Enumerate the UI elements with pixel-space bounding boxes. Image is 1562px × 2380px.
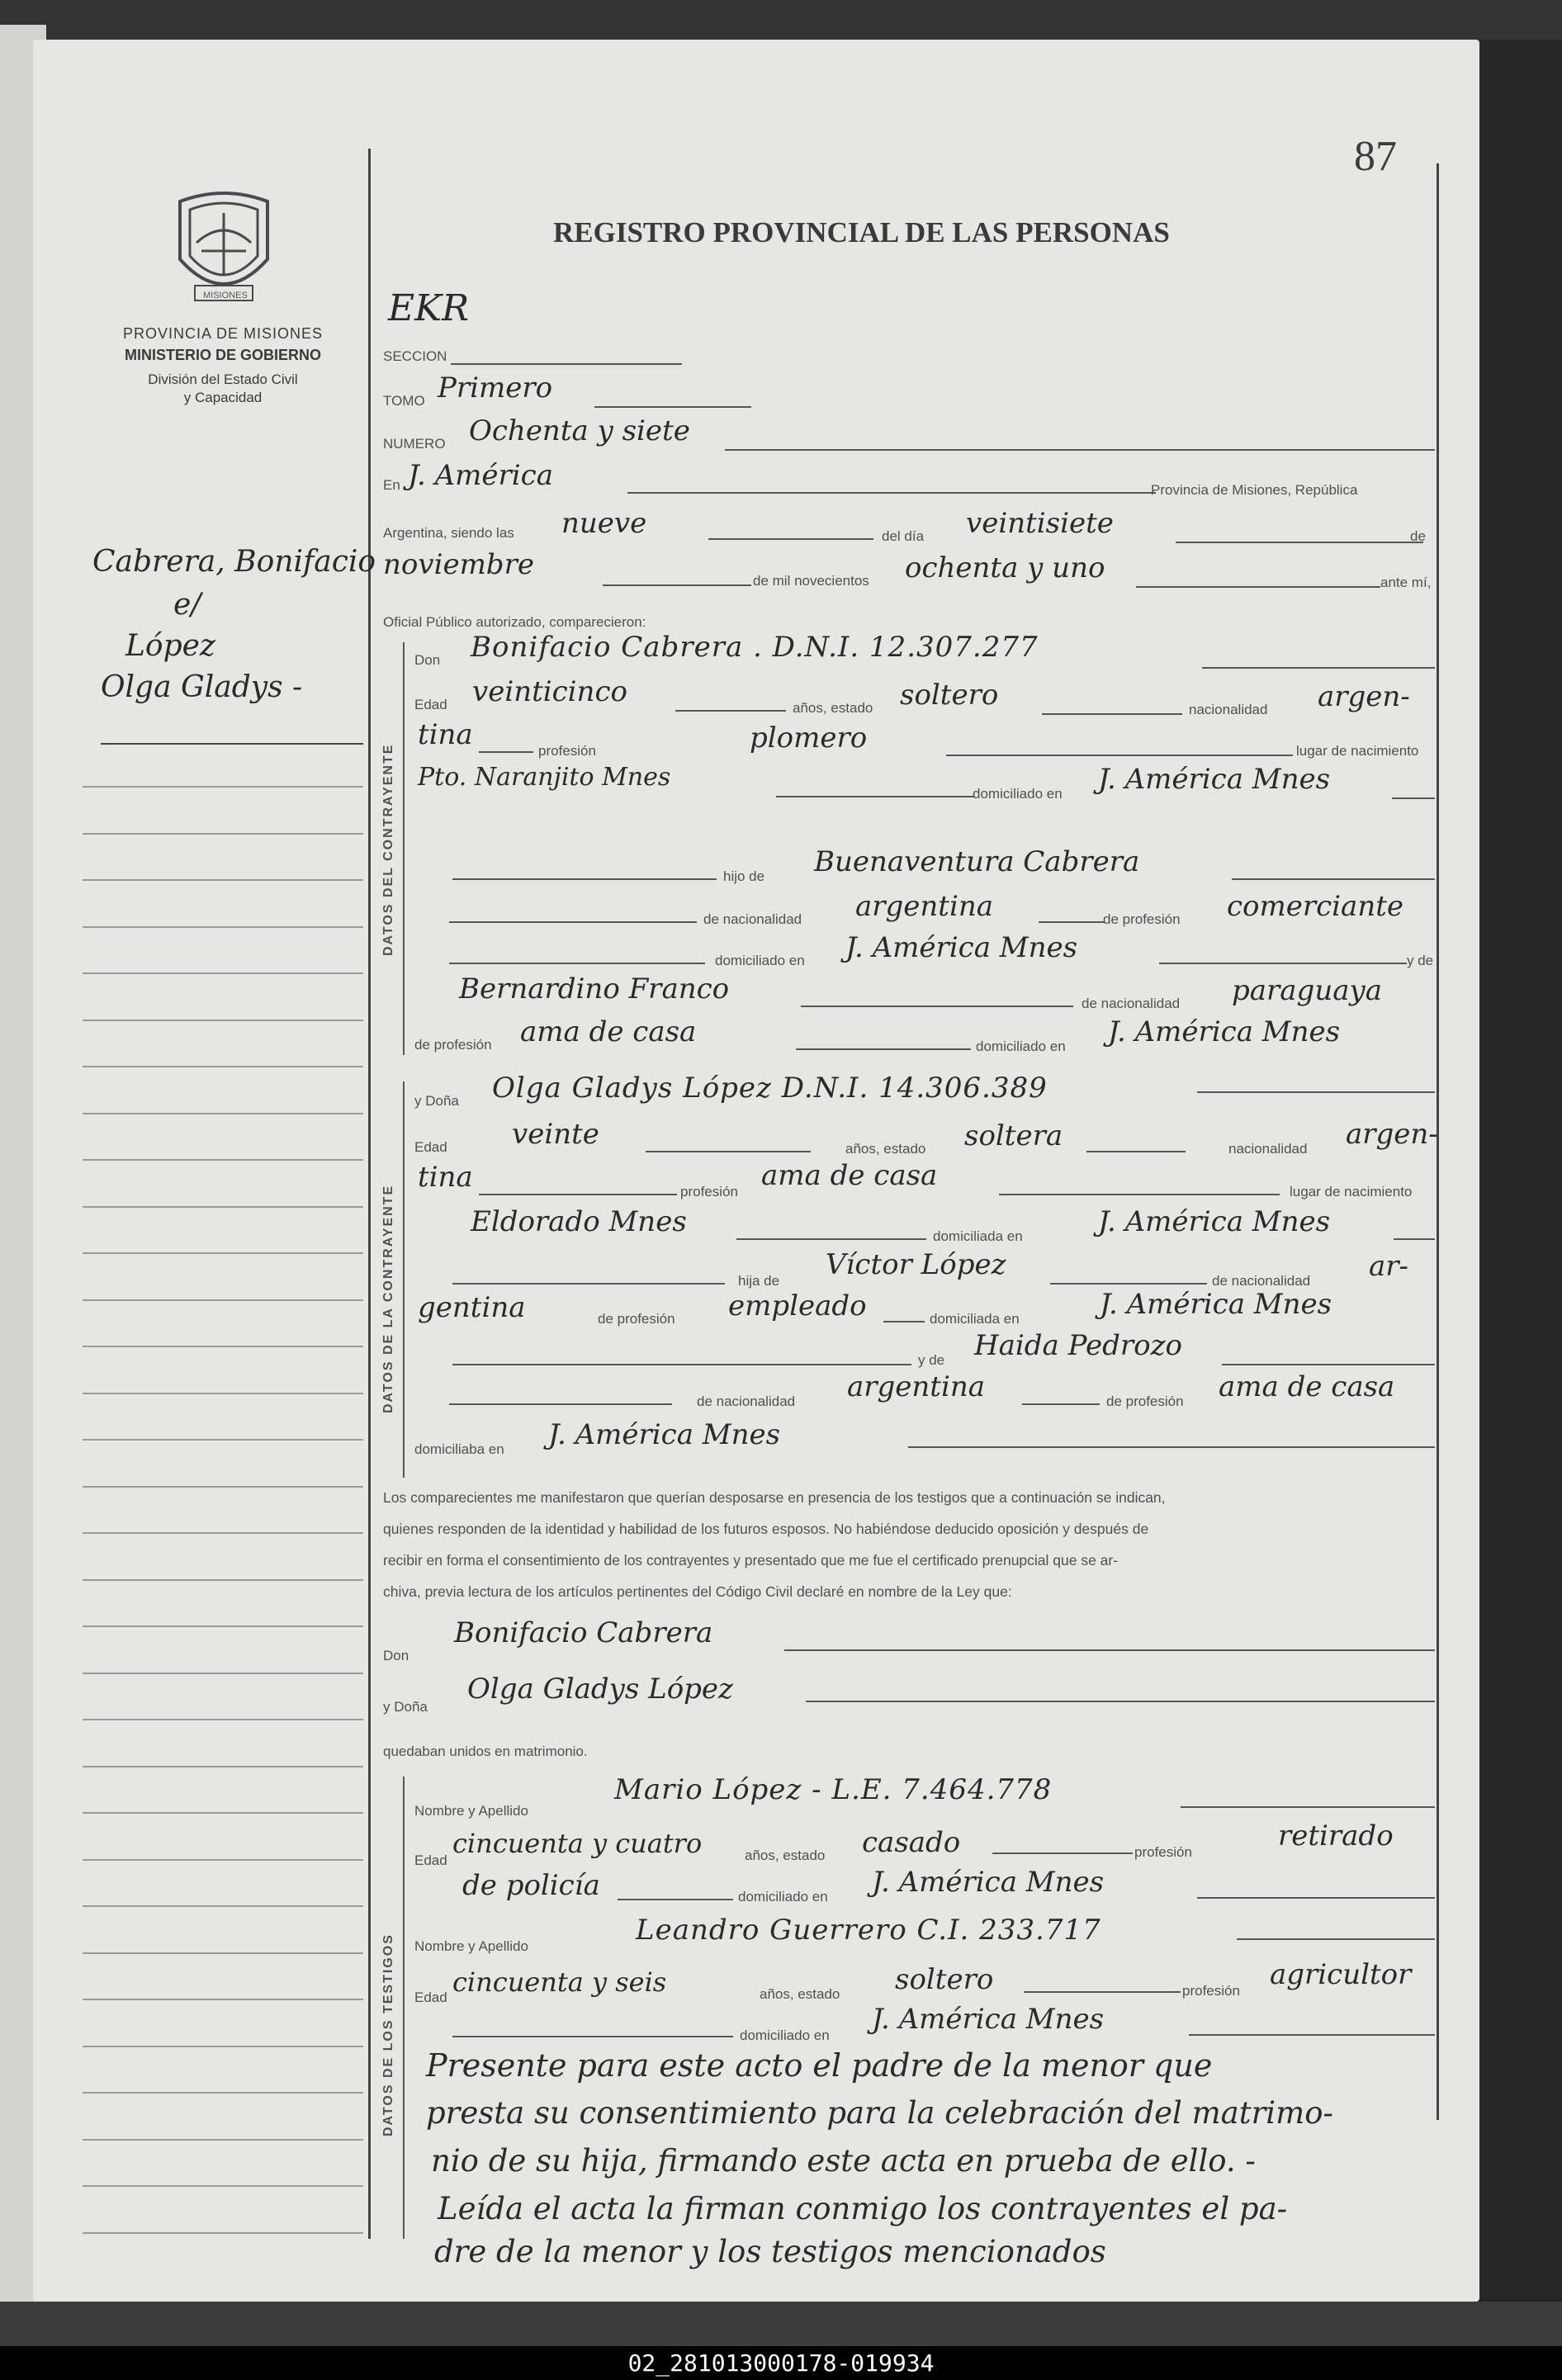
groom-mother-prof: ama de casa xyxy=(520,1015,697,1048)
y-de-label: y de xyxy=(1407,953,1434,968)
bride-father-prof-label: de profesión xyxy=(598,1311,675,1327)
groom-estado-line xyxy=(1042,713,1182,715)
w1-prof-b: de policía xyxy=(462,1869,600,1902)
margin-ruled-line xyxy=(83,2046,363,2047)
org-line2: MINISTERIO DE GOBIERNO xyxy=(124,347,322,363)
groom-dom-label: domiciliado en xyxy=(973,786,1063,802)
margin-ruled-line xyxy=(83,1486,363,1488)
bride-father-dom-label: domiciliada en xyxy=(930,1311,1020,1327)
w2-estado-line xyxy=(1024,1991,1181,1993)
bride-prof-line xyxy=(999,1194,1280,1195)
groom-profesion-label: profesión xyxy=(538,743,596,759)
w2-dom-label: domiciliado en xyxy=(740,2027,830,2043)
margin-ruled-line xyxy=(83,1532,363,1534)
bride-father-nac-b: gentina xyxy=(418,1291,526,1324)
province-text: Provincia de Misiones, República xyxy=(1151,482,1358,498)
groom-mother-dom: J. América Mnes xyxy=(1108,1015,1341,1048)
bride-estado: soltera xyxy=(964,1119,1063,1152)
bride-dom-label: domiciliada en xyxy=(933,1228,1023,1244)
groom-father-dom-line xyxy=(1159,963,1407,964)
hour-line xyxy=(708,538,873,540)
bride-father-prof-line xyxy=(883,1321,925,1322)
groom-nacionalidad-b: tina xyxy=(418,718,473,751)
groom-nac-line xyxy=(479,751,533,753)
bride-mother-nac-line xyxy=(1022,1403,1100,1405)
w1-prof-a: retirado xyxy=(1278,1819,1394,1852)
bride-nacionalidad-a: argen- xyxy=(1346,1118,1438,1151)
margin-ruled-line xyxy=(83,1299,363,1301)
declaration-line3: recibir en forma el consentimiento de los contrayentes y presentado que me fue el certificado prenupcial que se ar- xyxy=(383,1552,1119,1569)
w2-dom: J. América Mnes xyxy=(872,2003,1105,2036)
margin-ruled-line xyxy=(83,1579,363,1581)
groom-lugar: Pto. Naranjito Mnes xyxy=(418,763,671,792)
w1-dom-label: domiciliado en xyxy=(738,1889,828,1904)
margin-ruled-line xyxy=(83,926,363,928)
margin-note-line1: Cabrera, Bonifacio xyxy=(92,545,376,579)
decl-don-label: Don xyxy=(383,1648,409,1663)
month-line xyxy=(603,584,751,586)
declaration-line1: Los comparecientes me manifestaron que querían desposarse en presencia de los testigos que a continuación se indican, xyxy=(383,1489,1166,1506)
hija-label: hija de xyxy=(738,1273,780,1289)
margin-ruled-line xyxy=(83,1020,363,1021)
bride-profesion: ama de casa xyxy=(761,1159,938,1192)
w1-dom: J. América Mnes xyxy=(872,1866,1105,1899)
margin-ruled-line xyxy=(83,1859,363,1861)
de-label: de xyxy=(1410,528,1426,544)
bride-edad-label: Edad xyxy=(414,1139,447,1155)
del-dia-label: del día xyxy=(882,528,925,544)
margin-ruled-line xyxy=(83,1393,363,1394)
bride-estado-line xyxy=(1086,1151,1186,1152)
tomo-line xyxy=(594,406,751,408)
image-caption: 02_281013000178-019934 xyxy=(0,2346,1562,2380)
w1-estado-line xyxy=(992,1852,1133,1854)
dona-label: y Doña xyxy=(414,1093,459,1109)
groom-mother-nac: paraguaya xyxy=(1232,974,1382,1007)
notes-line3: nio de su hija, firmando este acta en prueba de ello. - xyxy=(431,2143,1256,2179)
groom-father-dom: J. América Mnes xyxy=(845,931,1078,964)
numero-line xyxy=(725,449,1435,451)
month-value: noviembre xyxy=(383,548,534,581)
margin-ruled-line xyxy=(83,1113,363,1114)
groom-name: Bonifacio Cabrera . D.N.I. 12.307.277 xyxy=(471,631,1039,664)
bride-name-line xyxy=(1197,1091,1435,1093)
day-line xyxy=(1176,542,1423,543)
decl-groom-line xyxy=(784,1649,1435,1651)
bride-name: Olga Gladys López D.N.I. 14.306.389 xyxy=(492,1072,1048,1105)
groom-age-line xyxy=(675,710,786,712)
don-label: Don xyxy=(414,652,441,668)
bride-mother-nac: argentina xyxy=(847,1370,986,1403)
hijo-pre-line xyxy=(452,878,717,880)
bride-mother-nac-pre xyxy=(449,1403,672,1405)
oficial-text: Oficial Público autorizado, comparecieron: xyxy=(383,614,646,630)
margin-ruled-line xyxy=(83,2185,363,2187)
en-label: En xyxy=(383,477,400,493)
bride-father-nac-a: ar- xyxy=(1369,1250,1409,1283)
w1-profesion-label: profesión xyxy=(1134,1844,1192,1860)
year-line xyxy=(1136,586,1380,588)
seccion-line xyxy=(451,363,682,365)
contrayenta-section-label: DATOS DE LA CONTRAYENTE xyxy=(381,1184,395,1413)
bride-father-dom: J. América Mnes xyxy=(1100,1288,1332,1321)
groom-father-nac-line xyxy=(1039,921,1105,923)
groom-father-prof: comerciante xyxy=(1227,890,1403,923)
w2-name-line xyxy=(1237,1938,1435,1940)
groom-father-line xyxy=(1232,878,1435,880)
w1-age: cincuenta y cuatro xyxy=(452,1828,703,1859)
groom-mother-prof-line xyxy=(796,1048,971,1050)
groom-age: veinticinco xyxy=(472,675,627,708)
w1-anos-estado: años, estado xyxy=(745,1848,826,1863)
margin-ruled-line xyxy=(83,1066,363,1067)
notes-line2: presta su consentimiento para la celebración del matrimo- xyxy=(426,2095,1333,2131)
w1-dom-line xyxy=(1197,1897,1435,1899)
groom-father-dom-pre xyxy=(449,963,705,964)
bride-lugar-line xyxy=(736,1238,926,1240)
hijo-label: hijo de xyxy=(723,868,765,884)
groom-lugar-label: lugar de nacimiento xyxy=(1296,743,1419,759)
bride-mother-dom: J. América Mnes xyxy=(548,1418,781,1451)
margin-ruled-line xyxy=(83,2092,363,2094)
w2-anos-estado: años, estado xyxy=(760,1986,840,2002)
w1-name: Mario López - L.E. 7.464.778 xyxy=(614,1773,1053,1806)
notes-line5: dre de la menor y los testigos mencionados xyxy=(434,2234,1106,2269)
bride-nacionalidad-b: tina xyxy=(418,1161,473,1194)
decl-bride-line xyxy=(806,1701,1435,1702)
bride-mother-dom-line xyxy=(908,1446,1435,1448)
bride-lugar: Eldorado Mnes xyxy=(471,1205,687,1238)
tomo-label: TOMO xyxy=(383,393,425,409)
margin-ruled-line xyxy=(83,1206,363,1208)
w2-age: cincuenta y seis xyxy=(452,1966,667,1998)
groom-anos-estado: años, estado xyxy=(793,700,873,716)
bride-mother-prof: ama de casa xyxy=(1219,1370,1395,1403)
groom-father-prof-label: de profesión xyxy=(1103,911,1181,927)
hour-value: nueve xyxy=(561,507,647,540)
day-value: veintisiete xyxy=(966,507,1114,540)
contrayente-section-label: DATOS DEL CONTRAYENTE xyxy=(381,743,395,956)
margin-ruled-line xyxy=(83,1439,363,1441)
contrayente-bracket xyxy=(403,642,405,1055)
groom-father-nac-label: de nacionalidad xyxy=(703,911,802,927)
ante-mi-label: ante mí, xyxy=(1380,575,1432,590)
bride-nac-line xyxy=(479,1194,677,1195)
bride-domicilio: J. América Mnes xyxy=(1098,1205,1331,1238)
w2-profesion-label: profesión xyxy=(1182,1983,1240,1999)
margin-ruled-line xyxy=(83,879,363,881)
scan-top-edge xyxy=(0,0,1562,40)
bride-mother: Haida Pedrozo xyxy=(974,1329,1182,1362)
w2-estado: soltero xyxy=(895,1963,994,1996)
w1-edad-label: Edad xyxy=(414,1852,447,1868)
groom-mother-prof-label: de profesión xyxy=(414,1037,492,1053)
groom-estado: soltero xyxy=(900,679,999,712)
seccion-label: SECCION xyxy=(383,348,447,364)
decl-dona-label: y Doña xyxy=(383,1699,428,1715)
margin-ruled-line xyxy=(83,1719,363,1720)
groom-mother-nac-label: de nacionalidad xyxy=(1082,996,1181,1011)
margin-ruled-line xyxy=(83,2139,363,2141)
page-title: REGISTRO PROVINCIAL DE LAS PERSONAS xyxy=(553,216,1170,248)
groom-profesion: plomero xyxy=(750,722,868,755)
bride-ydel-pre xyxy=(452,1364,911,1365)
groom-lugar-line xyxy=(776,796,974,797)
groom-nacionalidad-a: argen- xyxy=(1318,680,1410,713)
margin-ruled-line xyxy=(83,1905,363,1907)
bride-y-de-label: y de xyxy=(918,1352,945,1368)
declaration-line4: chiva, previa lectura de los artículos pertinentes del Código Civil declaré en nombre de la Ley que: xyxy=(383,1583,1012,1600)
argentina-text: Argentina, siendo las xyxy=(383,525,514,541)
margin-ruled-line xyxy=(83,1952,363,1954)
margin-ruled-line xyxy=(83,1999,363,2000)
w2-edad-label: Edad xyxy=(414,1990,447,2005)
place-value: J. América xyxy=(408,459,553,492)
groom-name-line xyxy=(1202,667,1435,669)
bride-father-prof: empleado xyxy=(728,1289,867,1322)
w2-nombre-label: Nombre y Apellido xyxy=(414,1938,528,1954)
bride-mother-line xyxy=(1222,1364,1435,1365)
bride-nacionalidad-label: nacionalidad xyxy=(1228,1141,1308,1157)
margin-note-line4: Olga Gladys - xyxy=(101,670,303,704)
groom-domicilio: J. América Mnes xyxy=(1098,763,1331,796)
declaration-line2: quienes responden de la identidad y habilidad de los futuros esposos. No habiéndose deducido oposición y después de xyxy=(383,1521,1149,1537)
w1-estado: casado xyxy=(862,1826,961,1859)
groom-mother-line xyxy=(801,1005,1073,1007)
bride-age-line xyxy=(646,1151,811,1152)
year-text: de mil novecientos xyxy=(753,573,869,589)
margin-note-underline xyxy=(101,743,363,745)
org-line4: y Capacidad xyxy=(183,390,263,405)
domiciliaba-label: domiciliaba en xyxy=(414,1441,504,1457)
bride-father-nac-label: de nacionalidad xyxy=(1212,1273,1311,1289)
place-line xyxy=(627,492,1156,494)
bride-anos-estado: años, estado xyxy=(845,1141,926,1157)
org-line1: PROVINCIA DE MISIONES xyxy=(122,325,324,342)
bride-profesion-label: profesión xyxy=(680,1184,738,1199)
notes-line4: Leída el acta la firman conmigo los contrayentes el pa- xyxy=(438,2191,1288,2226)
groom-father-nac: argentina xyxy=(855,890,994,923)
w2-prof: agricultor xyxy=(1270,1958,1412,1991)
groom-father: Buenaventura Cabrera xyxy=(814,845,1140,878)
testigos-section-label: DATOS DE LOS TESTIGOS xyxy=(381,1933,395,2136)
notes-line1: Presente para este acto el padre de la menor que xyxy=(426,2047,1213,2084)
w1-name-line xyxy=(1181,1806,1435,1808)
scan-bottom-edge xyxy=(0,2302,1562,2346)
year-value: ochenta y uno xyxy=(905,551,1105,584)
groom-mother: Bernardino Franco xyxy=(459,972,730,1005)
page-number: 87 xyxy=(1354,133,1397,180)
margin-note-line3: López xyxy=(125,629,215,663)
bride-mother-nac-label: de nacionalidad xyxy=(697,1393,796,1409)
org-line3: División del Estado Civil xyxy=(148,371,298,387)
hija-pre-line xyxy=(452,1283,725,1285)
groom-nacionalidad-label: nacionalidad xyxy=(1189,702,1268,717)
bride-lugar-label: lugar de nacimiento xyxy=(1290,1184,1413,1199)
margin-ruled-line xyxy=(83,972,363,974)
groom-edad-label: Edad xyxy=(414,697,447,712)
bride-dom-line xyxy=(1394,1238,1435,1240)
w1-prof-line xyxy=(618,1899,733,1900)
margin-ruled-line xyxy=(83,1812,363,1814)
numero-label: NUMERO xyxy=(383,436,446,452)
margin-ruled-line xyxy=(83,2232,363,2234)
margin-ruled-line xyxy=(83,833,363,835)
margin-ruled-line xyxy=(83,1673,363,1674)
groom-mother-dom-label: domiciliado en xyxy=(976,1039,1066,1054)
groom-father-dom-label: domiciliado en xyxy=(715,953,805,968)
margin-ruled-line xyxy=(83,1766,363,1767)
decl-groom: Bonifacio Cabrera xyxy=(454,1616,713,1649)
w1-nombre-label: Nombre y Apellido xyxy=(414,1803,528,1819)
decl-bride: Olga Gladys López xyxy=(467,1673,733,1706)
tomo-value: Primero xyxy=(438,371,553,405)
seal-text: MISIONES xyxy=(203,291,248,300)
bride-father-line xyxy=(1050,1283,1207,1285)
margin-ruled-line xyxy=(83,1625,363,1627)
groom-dom-line xyxy=(1392,797,1435,799)
contrayenta-bracket xyxy=(403,1081,405,1478)
groom-father-nac-pre xyxy=(449,921,697,923)
unidos-text: quedaban unidos en matrimonio. xyxy=(383,1744,588,1759)
margin-ruled-line xyxy=(83,1252,363,1254)
w2-dom-line xyxy=(1189,2034,1435,2036)
section-mark: EKR xyxy=(388,287,470,329)
w2-name: Leandro Guerrero C.I. 233.717 xyxy=(636,1914,1101,1947)
margin-ruled-line xyxy=(83,786,363,788)
testigos-bracket xyxy=(403,1777,405,2239)
groom-prof-line xyxy=(946,755,1293,756)
w2-dom-pre xyxy=(452,2036,733,2037)
margin-note-line2: e/ xyxy=(173,588,201,622)
bride-father: Víctor López xyxy=(826,1248,1006,1281)
register-page xyxy=(33,40,1479,2302)
left-margin-line xyxy=(368,149,371,2239)
bride-mother-prof-label: de profesión xyxy=(1106,1393,1184,1409)
margin-ruled-line xyxy=(83,1346,363,1347)
numero-value: Ochenta y siete xyxy=(469,414,690,447)
bride-age: veinte xyxy=(512,1118,599,1151)
margin-ruled-line xyxy=(83,1159,363,1161)
